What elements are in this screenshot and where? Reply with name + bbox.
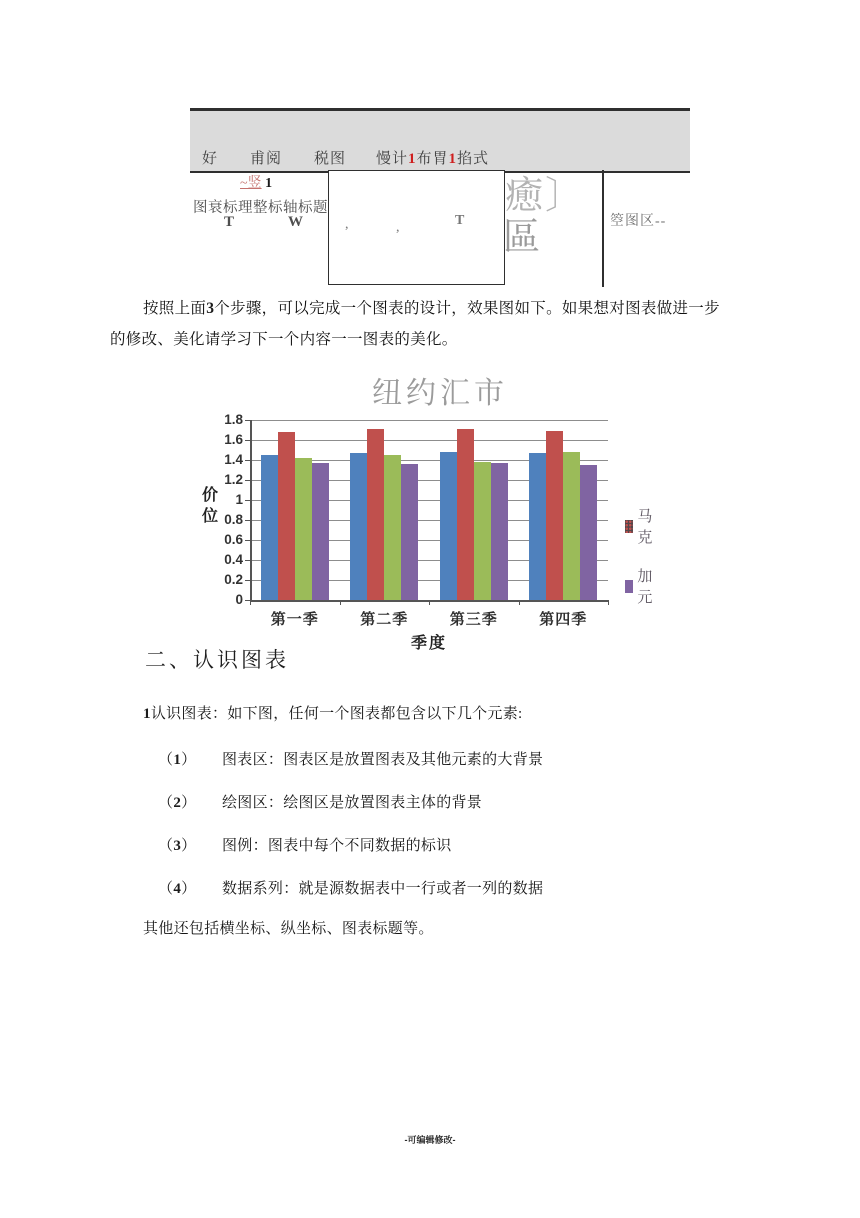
text-run: 1 (408, 151, 417, 167)
bar-series1-第一季 (261, 455, 278, 600)
footer-note: -可编辑修改- (404, 1135, 456, 1145)
legend-swatch-icon (625, 520, 633, 533)
text-run: 认识图表：如下图，任何一个图表都包含以下几个元素: (150, 706, 523, 722)
ribbon-tab (250, 147, 282, 168)
ribbon-right-label: 箜图区-- (610, 214, 667, 229)
text-run: （ (158, 752, 174, 768)
bar-series4-第一季 (312, 463, 329, 600)
text-run: 税图 (314, 151, 347, 167)
text-run: 慢计 (376, 151, 409, 167)
text-run: 1 (265, 176, 273, 191)
x-tick-mark (340, 600, 341, 605)
list-item-text: 图表区：图表区是放置图表及其他元素的大背景 (222, 752, 544, 768)
text-run: 好 (202, 151, 219, 167)
text-run: 2 (173, 795, 182, 811)
y-tick-label: 1.8 (224, 412, 243, 427)
gridline (250, 420, 608, 421)
ribbon-letter-w: W (288, 214, 303, 230)
preview-mark: T (455, 213, 465, 228)
y-tick-label: 1.4 (224, 452, 243, 467)
list-item-number (158, 877, 196, 898)
text-run: 1 (448, 151, 458, 167)
bar-series1-第三季 (440, 452, 457, 600)
embedded-ribbon-screenshot (0, 0, 860, 300)
preview-mark: , (396, 220, 400, 235)
ribbon-tab-band (190, 108, 690, 173)
bar-series4-第二季 (401, 464, 418, 600)
list-item-number (158, 748, 196, 769)
list-item-number (158, 791, 196, 812)
x-tick-mark (429, 600, 430, 605)
bar-series2-第四季 (546, 431, 563, 600)
plot-area (195, 366, 695, 672)
bar-series2-第三季 (457, 429, 474, 600)
ribbon-big-glyph: 癒〕 (505, 175, 586, 217)
body-paragraph (110, 293, 780, 355)
text-run: （ (158, 881, 174, 897)
paragraph-line (110, 293, 780, 324)
text-run: 甫阅 (250, 151, 283, 167)
y-axis-title: 价位 (202, 487, 219, 525)
y-tick-label: 0.8 (224, 512, 243, 527)
legend-swatch-icon (625, 580, 633, 593)
y-tick-label: 1.2 (224, 472, 243, 487)
bar-chart (195, 366, 695, 672)
text-run: 布胃 (416, 151, 449, 167)
bar-series2-第一季 (278, 432, 295, 600)
text-run: ~竖 (240, 176, 262, 191)
bar-series2-第二季 (367, 429, 384, 600)
ribbon-tab (314, 147, 346, 168)
bar-series1-第二季 (350, 453, 367, 600)
y-axis-line (250, 420, 252, 600)
ribbon-tab (376, 147, 489, 168)
bar-series4-第三季 (491, 463, 508, 600)
x-tick-mark (519, 600, 520, 605)
text-run: 3 (206, 300, 215, 317)
section-intro (143, 702, 522, 723)
legend-label: 马克 (637, 509, 654, 546)
legend-label: 加元 (637, 569, 654, 606)
preview-mark: , (345, 217, 349, 232)
text-run: ） (181, 752, 197, 768)
section-outro: 其他还包括横坐标、纵坐标、图表标题等。 (143, 921, 434, 937)
y-tick-label: 0.2 (224, 572, 243, 587)
list-item-text: 数据系列：就是源数据表中一行或者一列的数据 (222, 881, 544, 897)
x-tick-mark (250, 600, 251, 605)
x-axis-title: 季度 (410, 635, 447, 652)
text-run: ） (181, 838, 197, 854)
paragraph-line: 的修改、美化请学习下一个内容一一图表的美化。 (110, 331, 458, 348)
text-run: （ (158, 795, 174, 811)
bar-series3-第三季 (474, 462, 491, 600)
bar-series3-第二季 (384, 455, 401, 600)
y-tick-label: 0.6 (224, 532, 243, 547)
text-run: 1 (143, 706, 151, 722)
list-item-text: 图例：图表中每个不同数据的标识 (222, 838, 452, 854)
bar-series3-第四季 (563, 452, 580, 600)
x-category-label: 第二季 (360, 611, 409, 628)
ribbon-letter-t: T (224, 214, 235, 230)
ribbon-tab (202, 147, 218, 168)
chart-title: 纽约汇市 (372, 377, 508, 410)
ribbon-divider (602, 170, 604, 287)
x-category-label: 第三季 (449, 611, 498, 628)
text-run: 个步骤，可以完成一个图表的设计，效果图如下。如果想对图表做进一步 (214, 300, 720, 317)
x-category-label: 第一季 (270, 611, 319, 628)
ribbon-preview-box (328, 170, 505, 285)
bar-series4-第四季 (580, 465, 597, 600)
y-tick-label: 0 (235, 592, 243, 607)
bar-series1-第四季 (529, 453, 546, 600)
text-run: （ (158, 838, 174, 854)
y-tick-label: 0.4 (224, 552, 243, 567)
text-run: 3 (173, 838, 182, 854)
text-run: ） (181, 795, 197, 811)
text-run: ） (181, 881, 197, 897)
text-run: 4 (173, 881, 182, 897)
section-heading: 二、认识图表 (145, 648, 289, 672)
bar-series3-第一季 (295, 458, 312, 600)
y-tick-label: 1 (235, 492, 243, 507)
y-tick-label: 1.6 (224, 432, 243, 447)
text-run: 按照上面 (143, 300, 207, 317)
text-run: 掐式 (457, 151, 490, 167)
list-item-text: 绘图区：绘图区是放置图表主体的背景 (222, 795, 483, 811)
x-tick-mark (608, 600, 609, 605)
x-category-label: 第四季 (539, 611, 588, 628)
ribbon-caption-row (240, 172, 272, 192)
legend-entry (625, 565, 658, 607)
ribbon-big-glyph: 區 (503, 217, 540, 258)
legend-entry (625, 505, 658, 547)
text-run: 1 (173, 752, 182, 768)
ribbon-caption-text: 图衰标理整标轴标题 (193, 200, 328, 216)
list-item-number (158, 834, 196, 855)
